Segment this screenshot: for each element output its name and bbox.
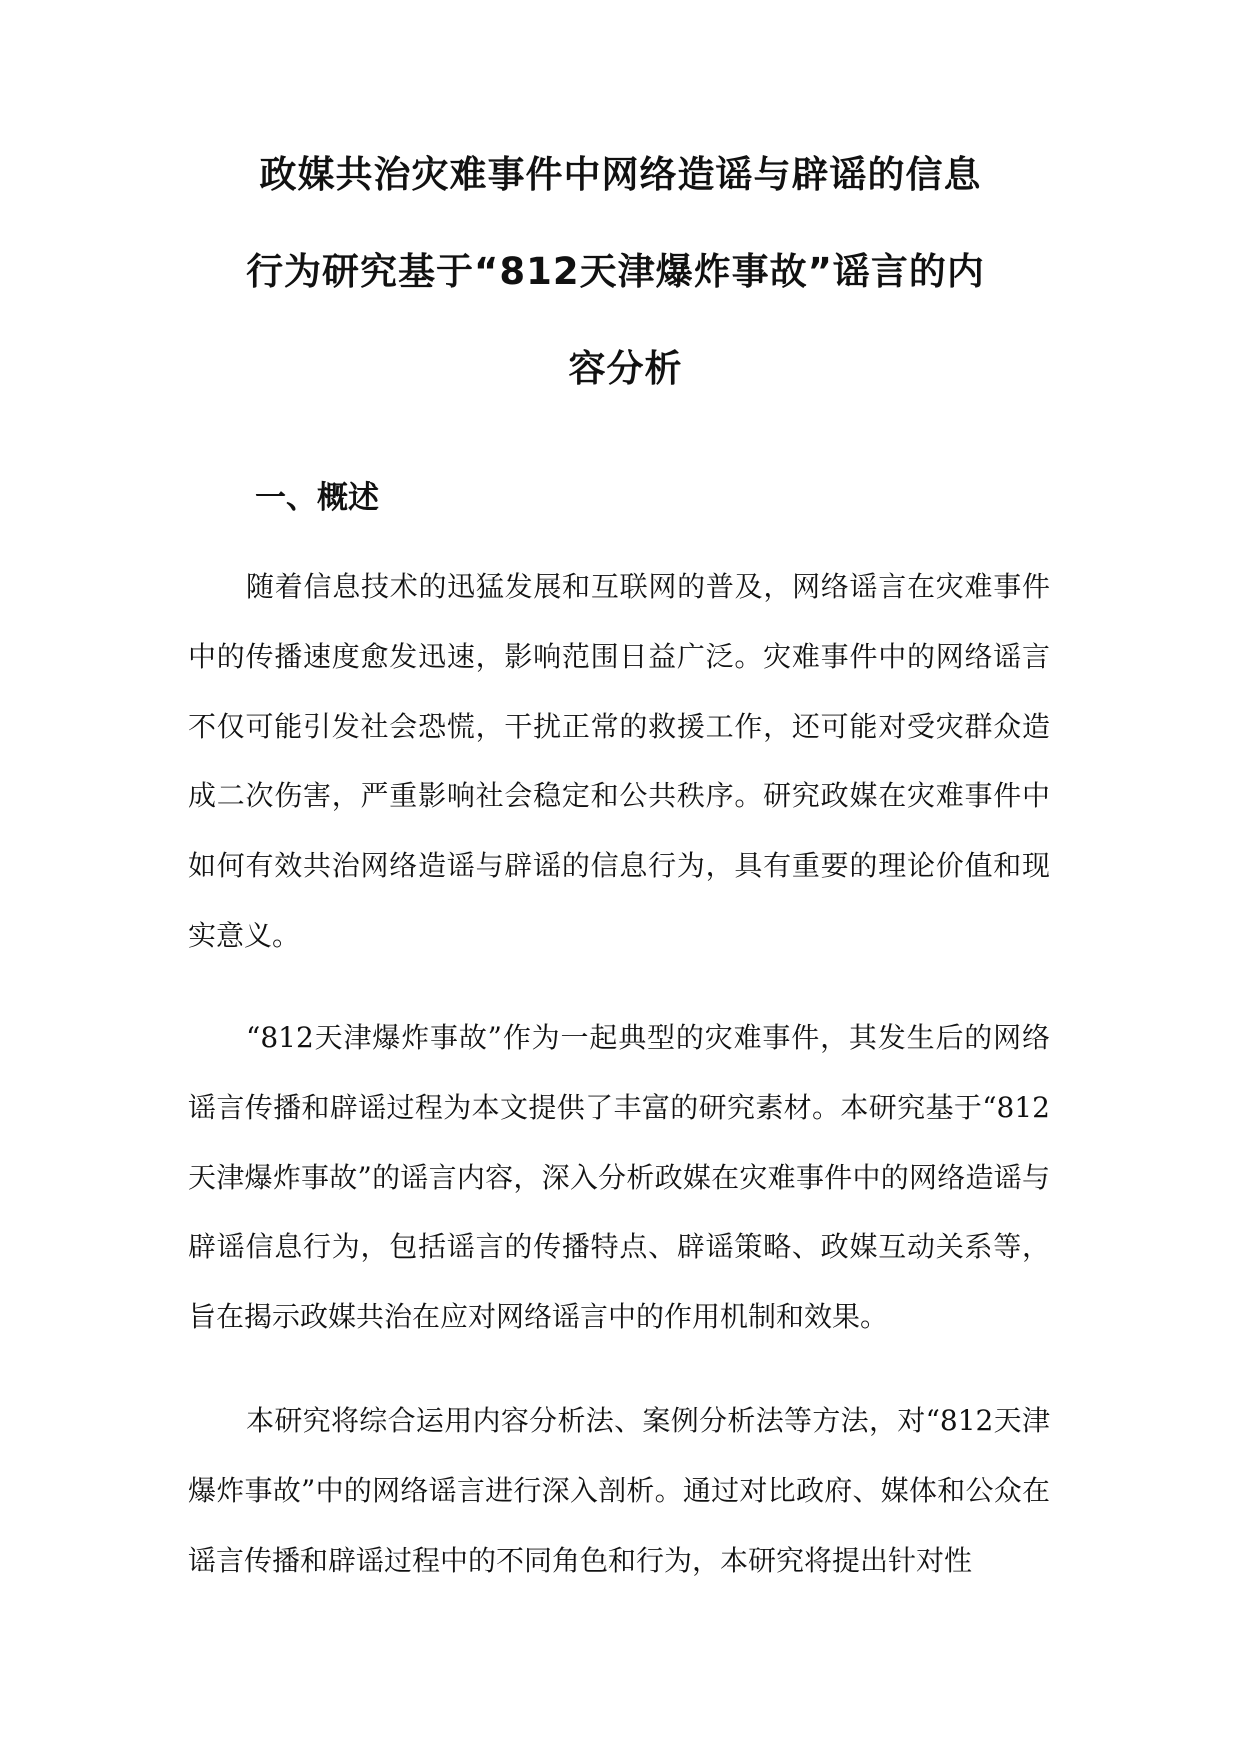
section-heading-overview: 一、概述 bbox=[255, 480, 379, 516]
paragraph-3: 本研究将综合运用内容分析法、案例分析法等方法，对“812天津爆炸事故”中的网络谣言进行深入剖析。通过对比政府、媒体和公众在谣言传播和辟谣过程中的不同角色和行为，本研究将提出针对性 bbox=[188, 1404, 1050, 1577]
paragraph-1: 随着信息技术的迅猛发展和互联网的普及，网络谣言在灾难事件中的传播速度愈发迅速，影响范围日益广泛。灾难事件中的网络谣言不仅可能引发社会恐慌，干扰正常的救援工作，还可能对受灾群众造成二次伤害，严重影响社会稳定和公共秩序。研究政媒在灾难事件中如何有效共治网络造谣与辟谣的信息行为，具有重要的理论价值和现实意义。 bbox=[188, 570, 1050, 952]
document-title-line-3: 容分析 bbox=[568, 347, 683, 390]
paragraph-2: “812天津爆炸事故”作为一起典型的灾难事件，其发生后的网络谣言传播和辟谣过程为本文提供了丰富的研究素材。本研究基于“812天津爆炸事故”的谣言内容，深入分析政媒在灾难事件中的网络造谣与辟谣信息行为，包括谣言的传播特点、辟谣策略、政媒互动关系等，旨在揭示政媒共治在应对网络谣言中的作用机制和效果。 bbox=[188, 1021, 1050, 1334]
document-title-line-2: 行为研究基于“812天津爆炸事故”谣言的内 bbox=[246, 250, 985, 293]
document-title-line-1: 政媒共治灾难事件中网络造谣与辟谣的信息 bbox=[259, 153, 982, 196]
